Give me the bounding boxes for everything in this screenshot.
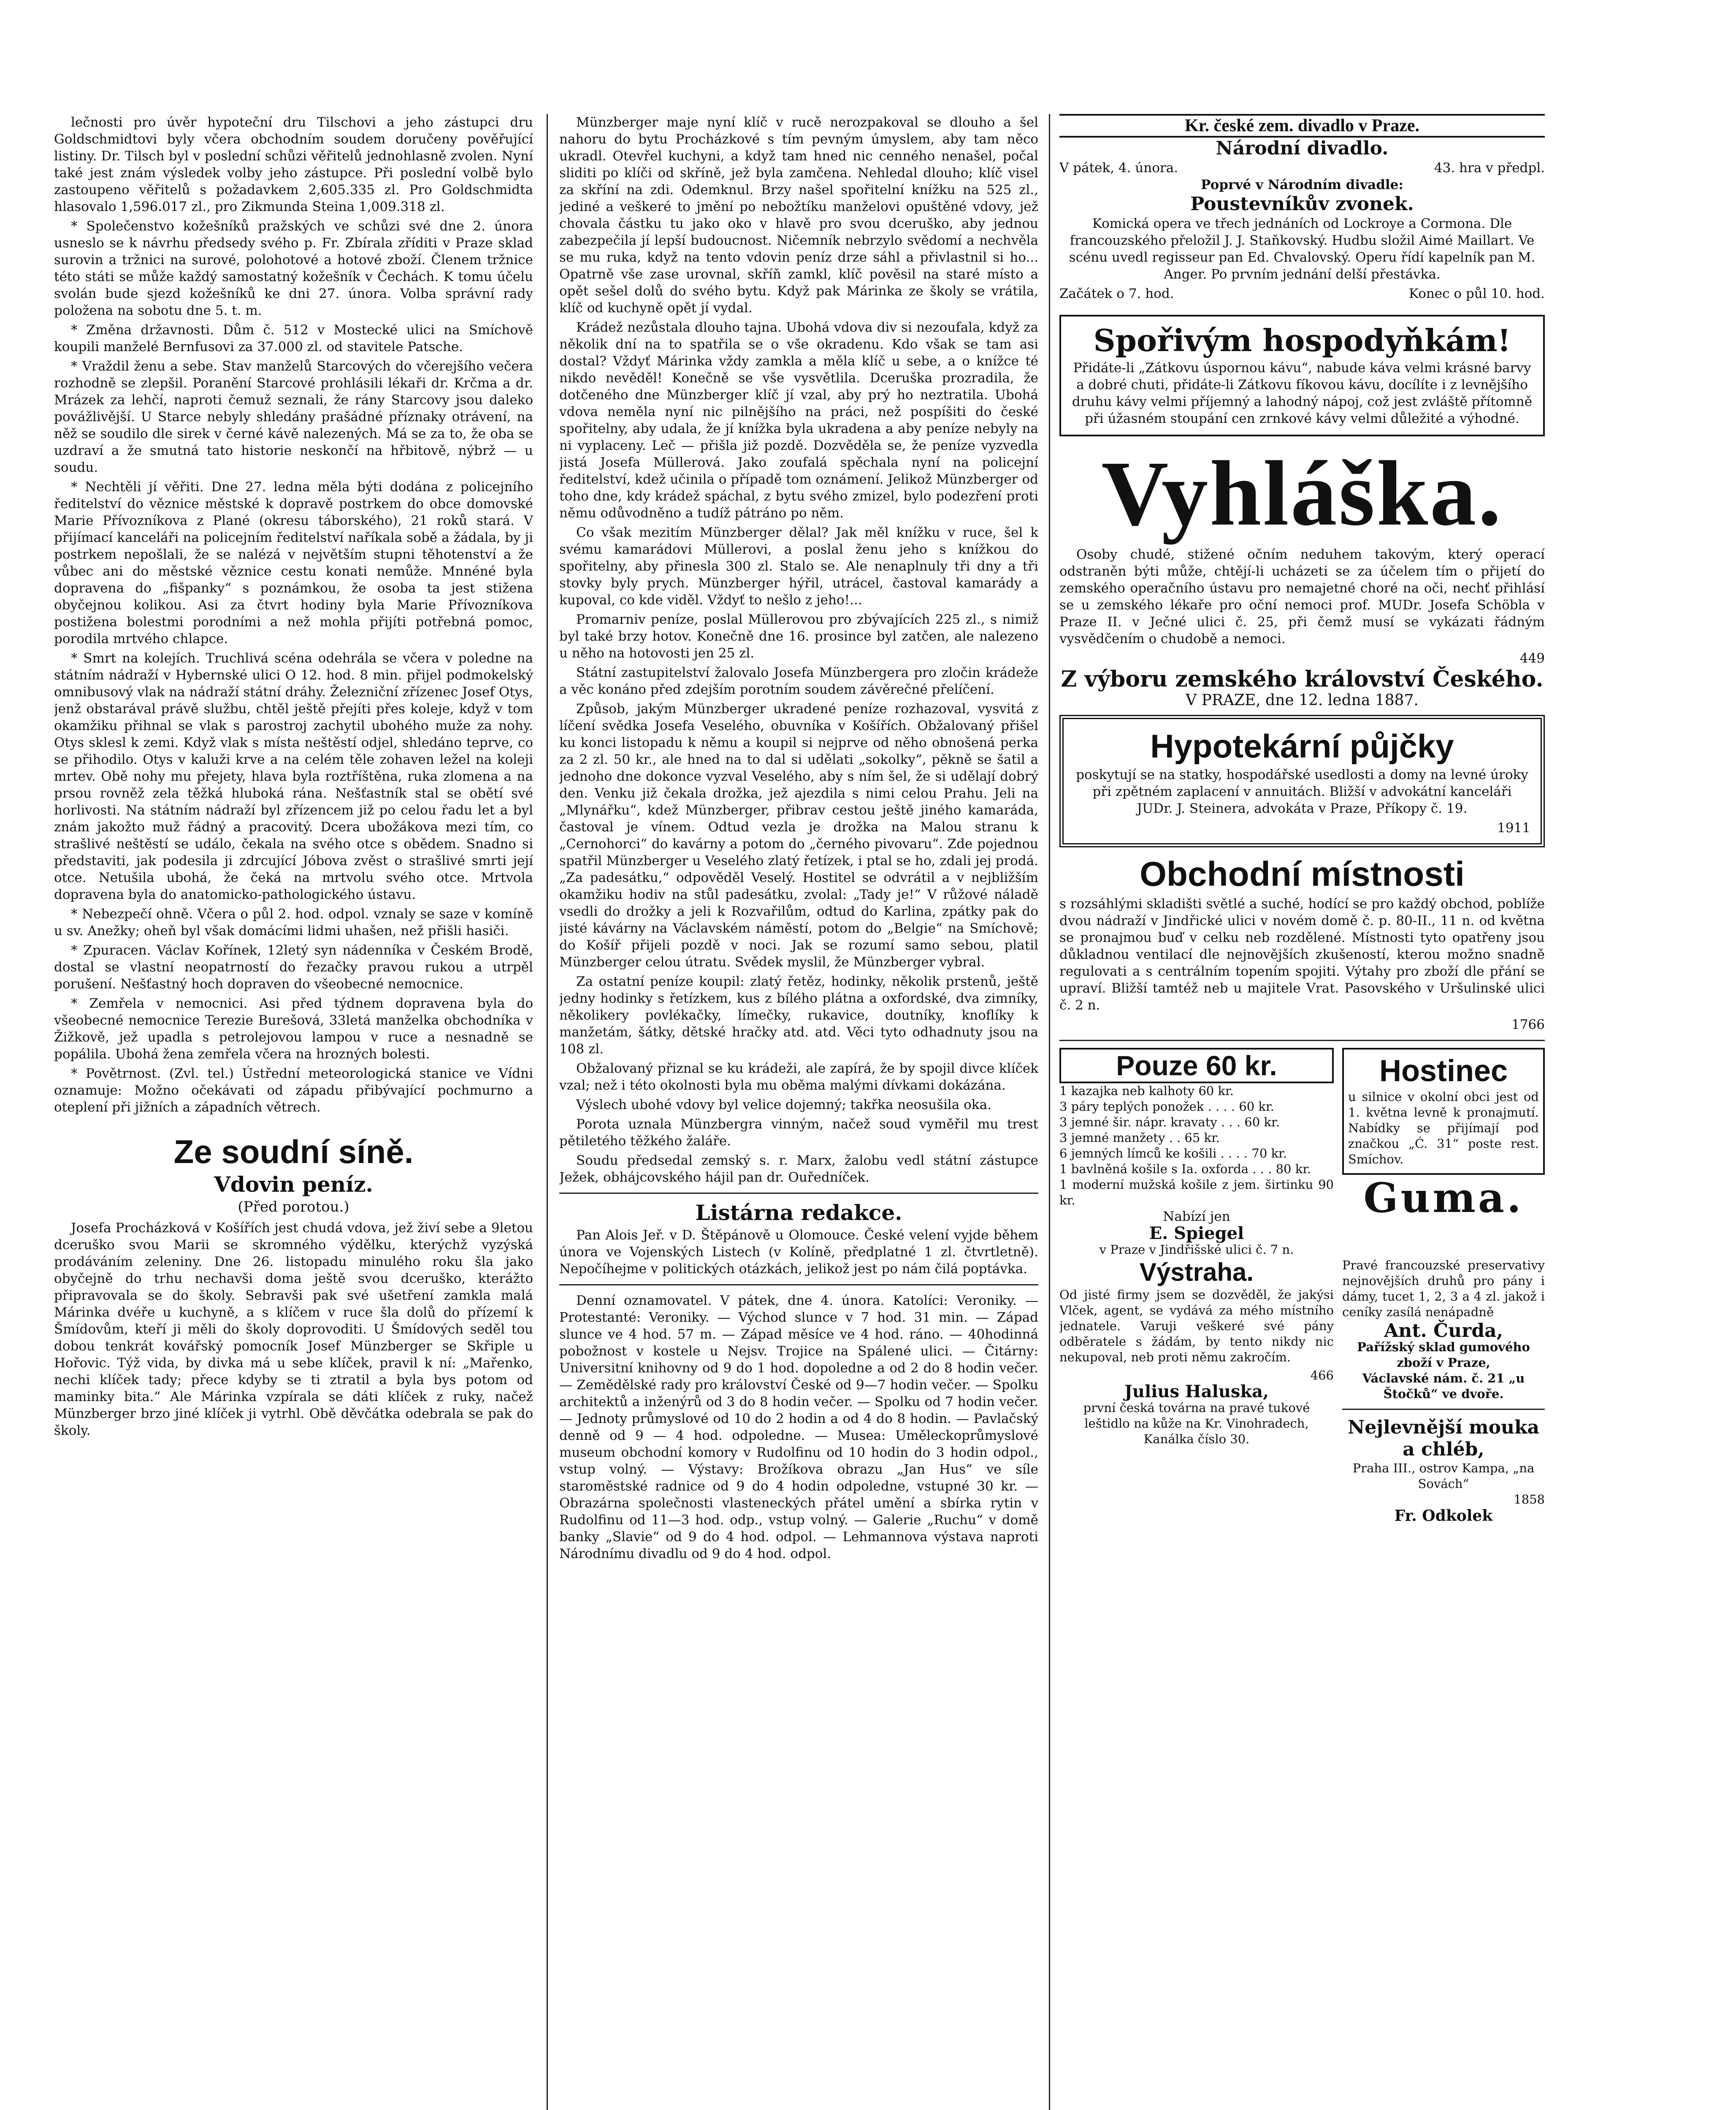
ad-obchod-number: 1766 (1511, 1017, 1545, 1032)
ad-mouka-title: Nejlevnější mouka a chléb, (1347, 1417, 1539, 1460)
column-rule (1049, 114, 1050, 2110)
ad-pouze-nabizi: Nabízí jen (1163, 1209, 1230, 1224)
story-paragraph: Za ostatní peníze koupil: zlatý řetěz, hodinky, několik prstenů, ještě jedny hodinky s řetízkem, kus z bílého plátna a oxfordské, dva zimníky, několikery povlékačky, límečky, rukavice, doutníky, knoflíky k manžetám, šátky, dětské hračky atd. atd. Věci tyto odhadnuty jsou na 108 zl. (559, 974, 1038, 1057)
price-item: 1 bavlněná košile s Ia. oxforda . . . 80 kr. (1059, 1162, 1311, 1176)
theatre-title: Národní divadlo. (1216, 138, 1389, 159)
theatre-text: Komická opera ve třech jednáních od Lockroye a Cormona. Dle francouzského přeložil J. J. Staňkovský. Hudbu složil Aimé Maillart. Ve scénu uvedl regisseur pan Ed. Chvalovský. Operu řídí kapelník pan M. Anger. Po prvním jednání delší přestávka. (1069, 216, 1536, 282)
theatre-number: 43. hra v předpl. (1434, 160, 1545, 176)
ad-guma-text: Pravé francouzské preservativy nejnovějších druhů pro pány i dámy, tucet 1, 2, 3 a 4 zl. jakož i ceníky zasílá nenápadně (1342, 1258, 1545, 1319)
ad-pouze-seller: E. Spiegel (1149, 1223, 1244, 1243)
news-item: * Společenstvo kožešníků pražských ve schůzi své dne 2. února usneslo se k návrhu předsedy svého p. Fr. Zbírala zříditi v Praze sklad surovin a tržnici na surové, polohotové a hotové zboží. Členem tržnice této státi se může každý samostatný kožešník v Čechách. K tomu účelu svolán bude sjezd kožešníků ke dni 27. února. Volba správní rady položena na sobotu dne 5. t. m. (54, 219, 533, 318)
ads-row-2 (1059, 1258, 1545, 1524)
ad-guma-mouka (1342, 1258, 1545, 1524)
ad-hostinec-box (1342, 1048, 1545, 1175)
theatre-premiere: Poprvé v Národním divadle: (1201, 177, 1403, 192)
vyhlaska-date: V PRAZE, dne 12. ledna 1887. (1186, 692, 1419, 709)
news-item: * Nechtěli jí věřiti. Dne 27. ledna měla býti dodána z policejního ředitelství do věznice městské k dopravě postrkem do obce domovské Marie Přívozníkova z Plané (okresu táborského), 21 roků stará. V přijímací kanceláři na policejním ředitelství naříkala sobě a žádala, by ji postrkem nepošlali, že se nalézá v největším stupni těhotenství a že vůbec ani do městské věznice cestu konati nemůže. Mnnéné byla dopravena do „fišpanky“ s poznámkou, že osoba ta jest stižena obyčejnou kolikou. Asi za čtvrt hodiny byla Marie Přívozníkova postižena bolestmi porodními a než mohla přijíti potřebná pomoc, porodila mrtvého chlapce. (54, 479, 533, 647)
story-paragraph: Porota uznala Münzbergra vinným, načež soud vyměřil mu trest pětiletého těžkého žaláře. (559, 1117, 1038, 1149)
column-3 (1059, 114, 1545, 2110)
ad-vystraha-title: Výstraha. (1139, 1258, 1254, 1286)
ad-hostinec-title: Hostinec (1379, 1054, 1508, 1088)
ad-pouze-title: Pouze 60 kr. (1059, 1048, 1334, 1083)
story-paragraph: Výslech ubohé vdovy byl velice dojemný; takřka neosušila oka. (576, 1097, 991, 1112)
story-paragraph: Münzberger maje nyní klíč v rucě nerozpakoval se dlouho a šel nahoru do bytu Procházkové s tím pevným úmyslem, aby tam něco ukradl. Otevřel kuchyni, a když tam hned nic cenného nenašel, počal sliditi po klíči od skříně, jež byla zamčena. Nehledal dlouho; klíč visel za skříní na zdi. Odemknul. Brzy našel spořitelní knížku na 525 zl., jediné a veškeré to jmění po nebožtíku manželovi opuštěné vdovy, jež chovala částku tu jako oko v hlavě pro svou dceruško, aby jednou zabezpečila jí lepší budoucnost. Ničemník nebrzylo svědomí a nechvěla se mu ruka, když na tento vdovin peníz drze sáhl a přivlastnil si ho... Opatrně vše zase urovnal, skříň zamkl, klíč pověsil na staré místo a opět sešel dolů do svého bytu. Když pak Márinka ze školy se vrátila, klíč od kuchyně opět jí vydal. (559, 115, 1038, 316)
ad-hypoteky-title: Hypotekární půjčky (1150, 728, 1454, 765)
court-title: Vdovin peníz. (214, 1172, 373, 1197)
ad-hostinec-text: u silnice v okolní obci jest od 1. května levně k pronajmutí. Nabídky se přijímají pod značkou „Ć. 31“ poste rest. Smíchov. (1348, 1090, 1539, 1166)
ad-pouze-items (1059, 1083, 1334, 1208)
ad-guma-firm: Ant. Čurda, (1384, 1320, 1503, 1342)
news-item: * Zpuracen. Václav Kořínek, 12letý syn nádenníka v Českém Brodě, dostal se vlastní neopatrností do řezačky pravou rukou a utrpěl porušení. Nešťastný hoch dopraven do všeobecné nemocnice. (54, 943, 533, 992)
ad-vystraha (1059, 1258, 1334, 1524)
story-paragraph: Obžalovaný přiznal se ku krádeži, ale zapírá, že by spojil divce klíček vzal; než i této okolnosti byla mu oběma malými dívkami dokázána. (559, 1061, 1038, 1093)
vyhlaska-title: Vyhláška. (1101, 442, 1503, 545)
ad-hypoteky (1059, 715, 1545, 847)
ads-row-1 (1059, 1048, 1545, 1258)
ad-mouka-number: 1858 (1514, 1492, 1545, 1507)
story-paragraph: Co však mezitím Münzberger dělal? Jak měl knížku v ruce, šel k svému kamarádovi Müllerovi, a poslal ženu jeho s knížkou do spořitelny, aby přinesla 300 zl. Stalo se. Ale nenaplnuly tři dny a tři stovky byly prych. Münzberger hýřil, utrácel, častoval kamarády a kupoval, co kde viděl. Vždyť to nešlo z jeho!... (559, 525, 1038, 608)
news-item: * Zemřela v nemocnici. Asi před týdnem dopravena byla do všeobecné nemocnice Terezie Burešová, 33letá manželka obchodníka v Žižkově, jež upadla s petrolejovou lampou v ruce a nesnadně se popálila. Ubohá žena zemřela včera na hrozných bolesti. (54, 996, 533, 1062)
story-paragraph: Soudu předsedal zemský s. r. Marx, žalobu vedl státní zástupce Ježek, obhájcovského hájil pan dr. Ouředníček. (559, 1153, 1038, 1185)
story-paragraph: Krádež nezůstala dlouho tajna. Ubohá vdova div si nezoufala, když za několik dní na to spatřila se o vše okradenu. Kdo však se tam asi dostal? Vždyť Márinka vždy zamkla a měla klíč u sebe, a o knížce té nikdo nevěděl! Konečně se vše vysvětlila. Dceruška prozradila, že dotčeného dne Münzberger klíč jí vzal, aby prý ho neztratila. Ubohá vdova neměla nyní nic pilnějšího na práci, než pospíšiti do české spořitelny, aby udala, že jí knížka byla ukradena a aby peníze nebyly na ni vyplaceny. Leč — přišla již pozdě. Dozvěděla se, že peníze vyzvedla jistá Josefa Müllerová. Jako zoufalá spěchala nyní na policejní ředitelství, kdež učinila o případě tom oznámení. Jelikož Münzberger od toho dne, kdy krádež spáchal, z bytu svého zmizel, bylo podezření proti němu odůvodněno a tudíž pátráno po něm. (559, 320, 1038, 521)
column-2 (559, 114, 1038, 2110)
price-item: 3 jemné manžety . . 65 kr. (1059, 1131, 1220, 1145)
news-item: * Povětrnost. (Zvl. tel.) Ústřední meteorologická stanice ve Vídni oznamuje: Možno očekávati od západu přibývající pochmurno a oteplení při jižních a západních větrech. (54, 1066, 533, 1115)
story-paragraph: Způsob, jakým Münzberger ukradené peníze rozhazoval, vysvitá z líčení svědka Josefa Veselého, obuvníka v Košířích. Obžalovaný přišel ku konci listopadu k němu a koupil si nejprve od něho obnošená perka za 2 zl. 50 kr., ale hned na to dal si udělati „sokolky“, pěkně se šatil a jednoho dne dokonce vyzval Veselého, aby s ním šel, že si udělají dobrý den. Venku již čekala drožka, jež ajezdila s nimi celou Prahu. Jeli na „Mlynářku“, kdež Münzberger, přibrav cestou ještě jiného kamaráda, častoval je vínem. Odtud vezla je drožka na Malou stranu k „Cernohorci“ do kavárny a potom do „černého pivovaru“. Zde pojednou spatřil Münzberger u Veselého zlatý řetízek, i ptal se ho, zdali jej prodá. „Za padesátku,“ odpověděl Veselý. Hostitel se odvrátil a v nejbližším okamžiku hodiv na stůl padesátku, zvolal: „Tady je!“ V růžové náladě vsedli do drožky a jeli k Rozvařilům, odtud do Karlina, zpátky pak do jisté kávárny na Václavském náměstí, potom do „Belgie“ na Smíchově; do Košíř přijeli pozdě v noci. Jak se rozumí samo sebou, platil Münzberger celou útratu. Svědek myslil, že Münzberger vybral. (559, 701, 1038, 970)
ad-hypoteky-text: poskytují se na statky, hospodářské usedlosti a domy na levné úroky při zpětném zaplacení v annuitách. Bližší v advokátní kanceláři JUDr. J. Steinera, advokáta v Praze, Příkopy č. 19. (1076, 767, 1528, 816)
story-paragraph: Státní zastupitelství žalovalo Josefa Münzbergera pro zločin krádeže a věc konáno před zdejším porotním soudem závěrečné přelíčení. (559, 665, 1038, 697)
theatre-banner: Kr. české zem. divadlo v Praze. (1059, 114, 1545, 138)
ad-guma-shop: Pařížský sklad gumového zboží v Praze, (1357, 1340, 1530, 1370)
listarna-heading: Listárna redakce. (695, 1200, 902, 1225)
court-heading: Ze soudní síně. (173, 1133, 414, 1170)
ad-hostinec (1342, 1048, 1545, 1258)
ad-vystraha-text2: první česká továrna na pravé tukové leštidlo na kůže na Kr. Vinohradech, Kanálka číslo 30. (1083, 1401, 1310, 1446)
listarna-text: Pan Alois Jeř. v D. Štěpánově u Olomouce. České velení vyjde během února ve Vojenských Listech (v Kolíně, předplatné 1 zl. čtvrtletně). Nepočíhejme v politických otázkách, jelikož jest po nám čilá poptávka. (559, 1228, 1038, 1277)
theatre-start: Začátek o 7. hod. (1059, 286, 1174, 301)
news-item: * Smrt na kolejích. Truchlivá scéna odehrála se včera v poledne na státním nádraží v Hybernské ulici O 12. hod. 8 min. přijel podmokelský omnibusový vlak na nádraží státní dráhy. Železniční zřízenec Josef Otys, jenž obstarával právě službu, chtěl ještě přejíti přes koleje, když v tom okamžiku přihnal se vlak s parostroj zachytil ubohého muže za nohy. Otys sklesl k zemi. Když vlak s místa neštěstí odjel, shledáno teprve, co se přihodilo. Otys v kaluži krve a na celém těle zohaven ležel na koleji mrtev. Obě nohy mu přejety, hlava byla roztříštěna, ruka zlomena a na prsou rovněž zela těžká hluboká rána. Nešťastník stal se obětí své horlivosti. Na státním nádraží byl zřízencem již po celou řadu let a byl znám jakožto muž řádný a pracovitý. Dcera ubožákova mezi tím, co strašlivé neštěstí se událo, čekala na svého otce s obědem. Snadno si představiti, jak podesila ji zdrcující Jóbova zvěst o strašlivé smrti její otce. Netušila ubohá, že čeká na mrtvolu svého otce. Mrtvola dopravena byla do anatomicko-pathologického ústavu. (54, 651, 533, 902)
ad-zatka-text: Přidáte-li „Zátkovu úspornou kávu“, nabude káva velmi krásné barvy a dobré chuti, přidáte-li Zátkovu fíkovou kávu, docílíte i z levnějšího druhu kávy velmi příjemný a lahodný nápoj, což jest zvláště přítomně při úžasném stoupání cen zrnkové kávy velmi důležité a výhodné. (1072, 360, 1533, 426)
news-item: * Vraždil ženu a sebe. Stav manželů Starcových do včerejšího večera rozhodně se zlepšil. Poranění Starcové prohlásili lékaři dr. Krčma a dr. Mrázek za lehčí, naproti čemuž seznali, že rány Starcovy jsou daleko povážlivější. U Starce nebyly shledány prašádné příznaky otrávení, na něž se soudilo dle sirek v černé kávě nalezených. Má se za to, že oba se uzdraví a že smutná tato historie neskončí na hřbitově, nýbrž — u soudu. (54, 359, 533, 475)
ad-vystraha-number: 466 (1310, 1368, 1334, 1382)
news-item: * Nebezpečí ohně. Včera o půl 2. hod. odpol. vznaly se saze v komíně u sv. Anežky; oheň byl však domácími lidmi uhašen, než přišli hasiči. (54, 906, 533, 939)
theatre-date: V pátek, 4. února. (1059, 160, 1178, 176)
news-item: lečnosti pro úvěr hypoteční dru Tilschovi a jeho zástupci dru Goldschmidtovi byly včera obchodním soudem doručeny pověřující listiny. Dr. Tilsch byl v poslední schůzi věřitelů jednohlasně zvolen. Nyní také jest znám výsledek volby jeho zástupce. Při poslední volbě bylo zastoupeno věřitelů s požadavkem 2,605.335 zl. Pro Goldschmidta hlasovalo 1,596.017 zl., pro Zikmunda Steina 1,009.318 zl. (54, 115, 533, 214)
court-text: Josefa Procházková v Košířích jest chudá vdova, jež živí sebe a 9letou dceruško svou Marii se skromného výdělku, kterýchž vyzýská prodáváním zeleniny. Dne 26. listopadu minulého roku šla jako obyčejně do trhu nechavši doma ještě svou dceruško, kterážto připravovala se do školy. Sebravši pak své ušetření zamkla malá Márinka dvéře u kuchyně, a s klíčem v ruce šla dolů do přízemí k Šmídovům, kteří ji měli do školy doprovoditi. U Šmídových seděl tou dobou tenkrát kovářský pomocník Josef Münzberger se Skřiple u Hořovic. Týž vida, by divka má u sebe klíček, pravil k ní: „Mařenko, nechi klíček tady; přece kdyby se ti ztratil a byla bys potom od maminky bita.“ Ale Márinka vzpírala se dáti klíček z ruky, načež Münzberger brzo jiné klíček ji vytrhl. Obě děvčátka odebrala se pak do školy. (54, 1220, 533, 1438)
story-paragraph: Promarniv peníze, poslal Müllerovou pro zbývajících 225 zl., s nimiž byl také brzy hotov. Konečně dne 16. prosince byl zatčen, ale nalezeno u něho na hotovosti jen 25 zl. (559, 612, 1038, 661)
vyhlaska-number: 449 (1519, 651, 1545, 666)
ad-hypoteky-number: 1911 (1497, 820, 1530, 836)
ad-guma-addr: Václavské nám. č. 21 „u Štočků“ ve dvoře. (1362, 1371, 1525, 1401)
divider (1342, 1409, 1545, 1410)
news-items (54, 114, 533, 1116)
vyhlaska-text: Osoby chudé, stižené očním neduhem takovým, který operací odstraněn býti může, chtějí-li ucházeti se za účelem tím o přijetí do zemského operačního ústavu pro nemajetné choré na oči, nechť přihlásí se u zemského lékaře pro oční nemoci prof. MUDr. Josefa Schöbla v Praze II. v Ječné ulici č. 25, při čemž musí se vykázati řádným vysvědčením o chudobě a nemoci. (1059, 547, 1545, 647)
price-item: 6 jemných límců ke košili . . . . 70 kr. (1059, 1146, 1287, 1160)
court-story (559, 114, 1038, 1186)
ad-vystraha-name: Julius Haluska, (1124, 1382, 1269, 1401)
vyhlaska-signer: Z výboru zemského království Českého. (1061, 666, 1544, 692)
theatre-end: Konec o půl 10. hod. (1408, 286, 1545, 301)
ad-guma-title: Guma. (1363, 1174, 1524, 1222)
column-1 (54, 114, 533, 2110)
court-subtitle: (Před porotou.) (238, 1198, 349, 1215)
ad-vystraha-text: Od jisté firmy jsem se dozvěděl, že jakýsi Vlček, agent, se vydává za mého místního jednatele. Varuji veškeré své pány odběratele s žádám, by tento nikdy nic nekupoval, neb proti němu zakročím. (1059, 1288, 1334, 1364)
divider (1059, 1040, 1545, 1041)
divider (559, 1284, 1038, 1285)
column-rule (547, 114, 548, 2110)
price-item: 3 páry teplých ponožek . . . . 60 kr. (1059, 1099, 1274, 1114)
ad-mouka-addr: Praha III., ostrov Kampa, „na Sovách“ (1352, 1461, 1535, 1491)
ad-obchod-title: Obchodní místnosti (1140, 855, 1465, 893)
ad-mouka-name: Fr. Odkolek (1394, 1507, 1493, 1525)
ad-pouze (1059, 1048, 1334, 1258)
theatre-date-row (1059, 160, 1545, 176)
oznamovatel-text: Denní oznamovatel. V pátek, dne 4. února. Katolíci: Veroniky. — Protestanté: Veroniky. — Východ slunce v 7 hod. 31 min. — Západ slunce ve 4 hod. 57 m. — Západ měsíce ve 4 hod. ráno. — 40hodinná pobožnost v kostele u Nejsv. Trojice na Spálené ulici. — Čitárny: Universitní knihovny od 9 do 1 hod. dopoledne a od 2 do 8 hodin večer. — Zemědělské rady pro království České od 9—7 hodin večer. — Spolku architektů a inženýrů od 3 do 8 hodin večer. — Spolku od 7 hodin večer. — Jednoty průmyslové od 10 do 2 hodin a od 4 do 8 hodin. — Pavlačský denně od 9 — 4 hod. odpoledne. — Musea: Uměleckoprůmyslové museum obchodní komory v Rudolfinu od 10 hodin do 3 hodin odpol., vstup volný. — Výstavy: Brožíkova obrazu „Jan Hus“ ve síle staroměstské radnice od 9 do 4 hodin odpoledne, vstupné 30 kr. — Obrazárna společnosti vlasteneckých přátel umění a sbírka rytin v Rudolfinu od 11—3 hod. odp., vstup volný. — Galerie „Ruchu“ v domě banky „Slavie“ od 9 do 4 hod. odpol. — Lehmannova výstava naproti Národnímu divadlu od 9 do 4 hod. odpol. (559, 1293, 1038, 1561)
ad-zatka (1059, 315, 1545, 436)
theatre-times (1059, 285, 1545, 302)
ad-obchod-text: s rozsáhlými skladišti světlé a suché, hodící se pro každý obchod, poblíže dvou nádraží v Jindřické ulici v novém domě č. p. 80-II., 11 n. od května se pronajmou buď v celku neb rozdělené. Místnosti tyto opatřeny jsou důkladnou ventilací dle nejnovějších zkušeností, kterou možno snadně regulovati a s centrálním topením spojiti. Výtahy pro zboží dle přání se upraví. Bližší tamtéž neb u majitele Vrat. Pasovského v Uršulinské ulici č. 2 n. (1059, 896, 1545, 1013)
price-item: 1 kazajka neb kalhoty 60 kr. (1059, 1084, 1234, 1098)
divider (559, 1193, 1038, 1194)
theatre-play: Poustevníkův zvonek. (1190, 193, 1414, 215)
ad-pouze-addr: v Praze v Jindřišské ulici č. 7 n. (1099, 1242, 1294, 1257)
ad-zatka-title: Spořivým hospodyňkám! (1093, 322, 1511, 358)
price-item: 3 jemné šir. nápr. kravaty . . . 60 kr. (1059, 1115, 1280, 1129)
news-item: * Změna državnosti. Dům č. 512 v Mostecké ulici na Smíchově koupili manželé Bernfusovi za 37.000 zl. od stavitele Patsche. (54, 322, 533, 354)
price-item: 1 moderní mužská košile z jem. širtinku 90 kr. (1059, 1177, 1334, 1207)
